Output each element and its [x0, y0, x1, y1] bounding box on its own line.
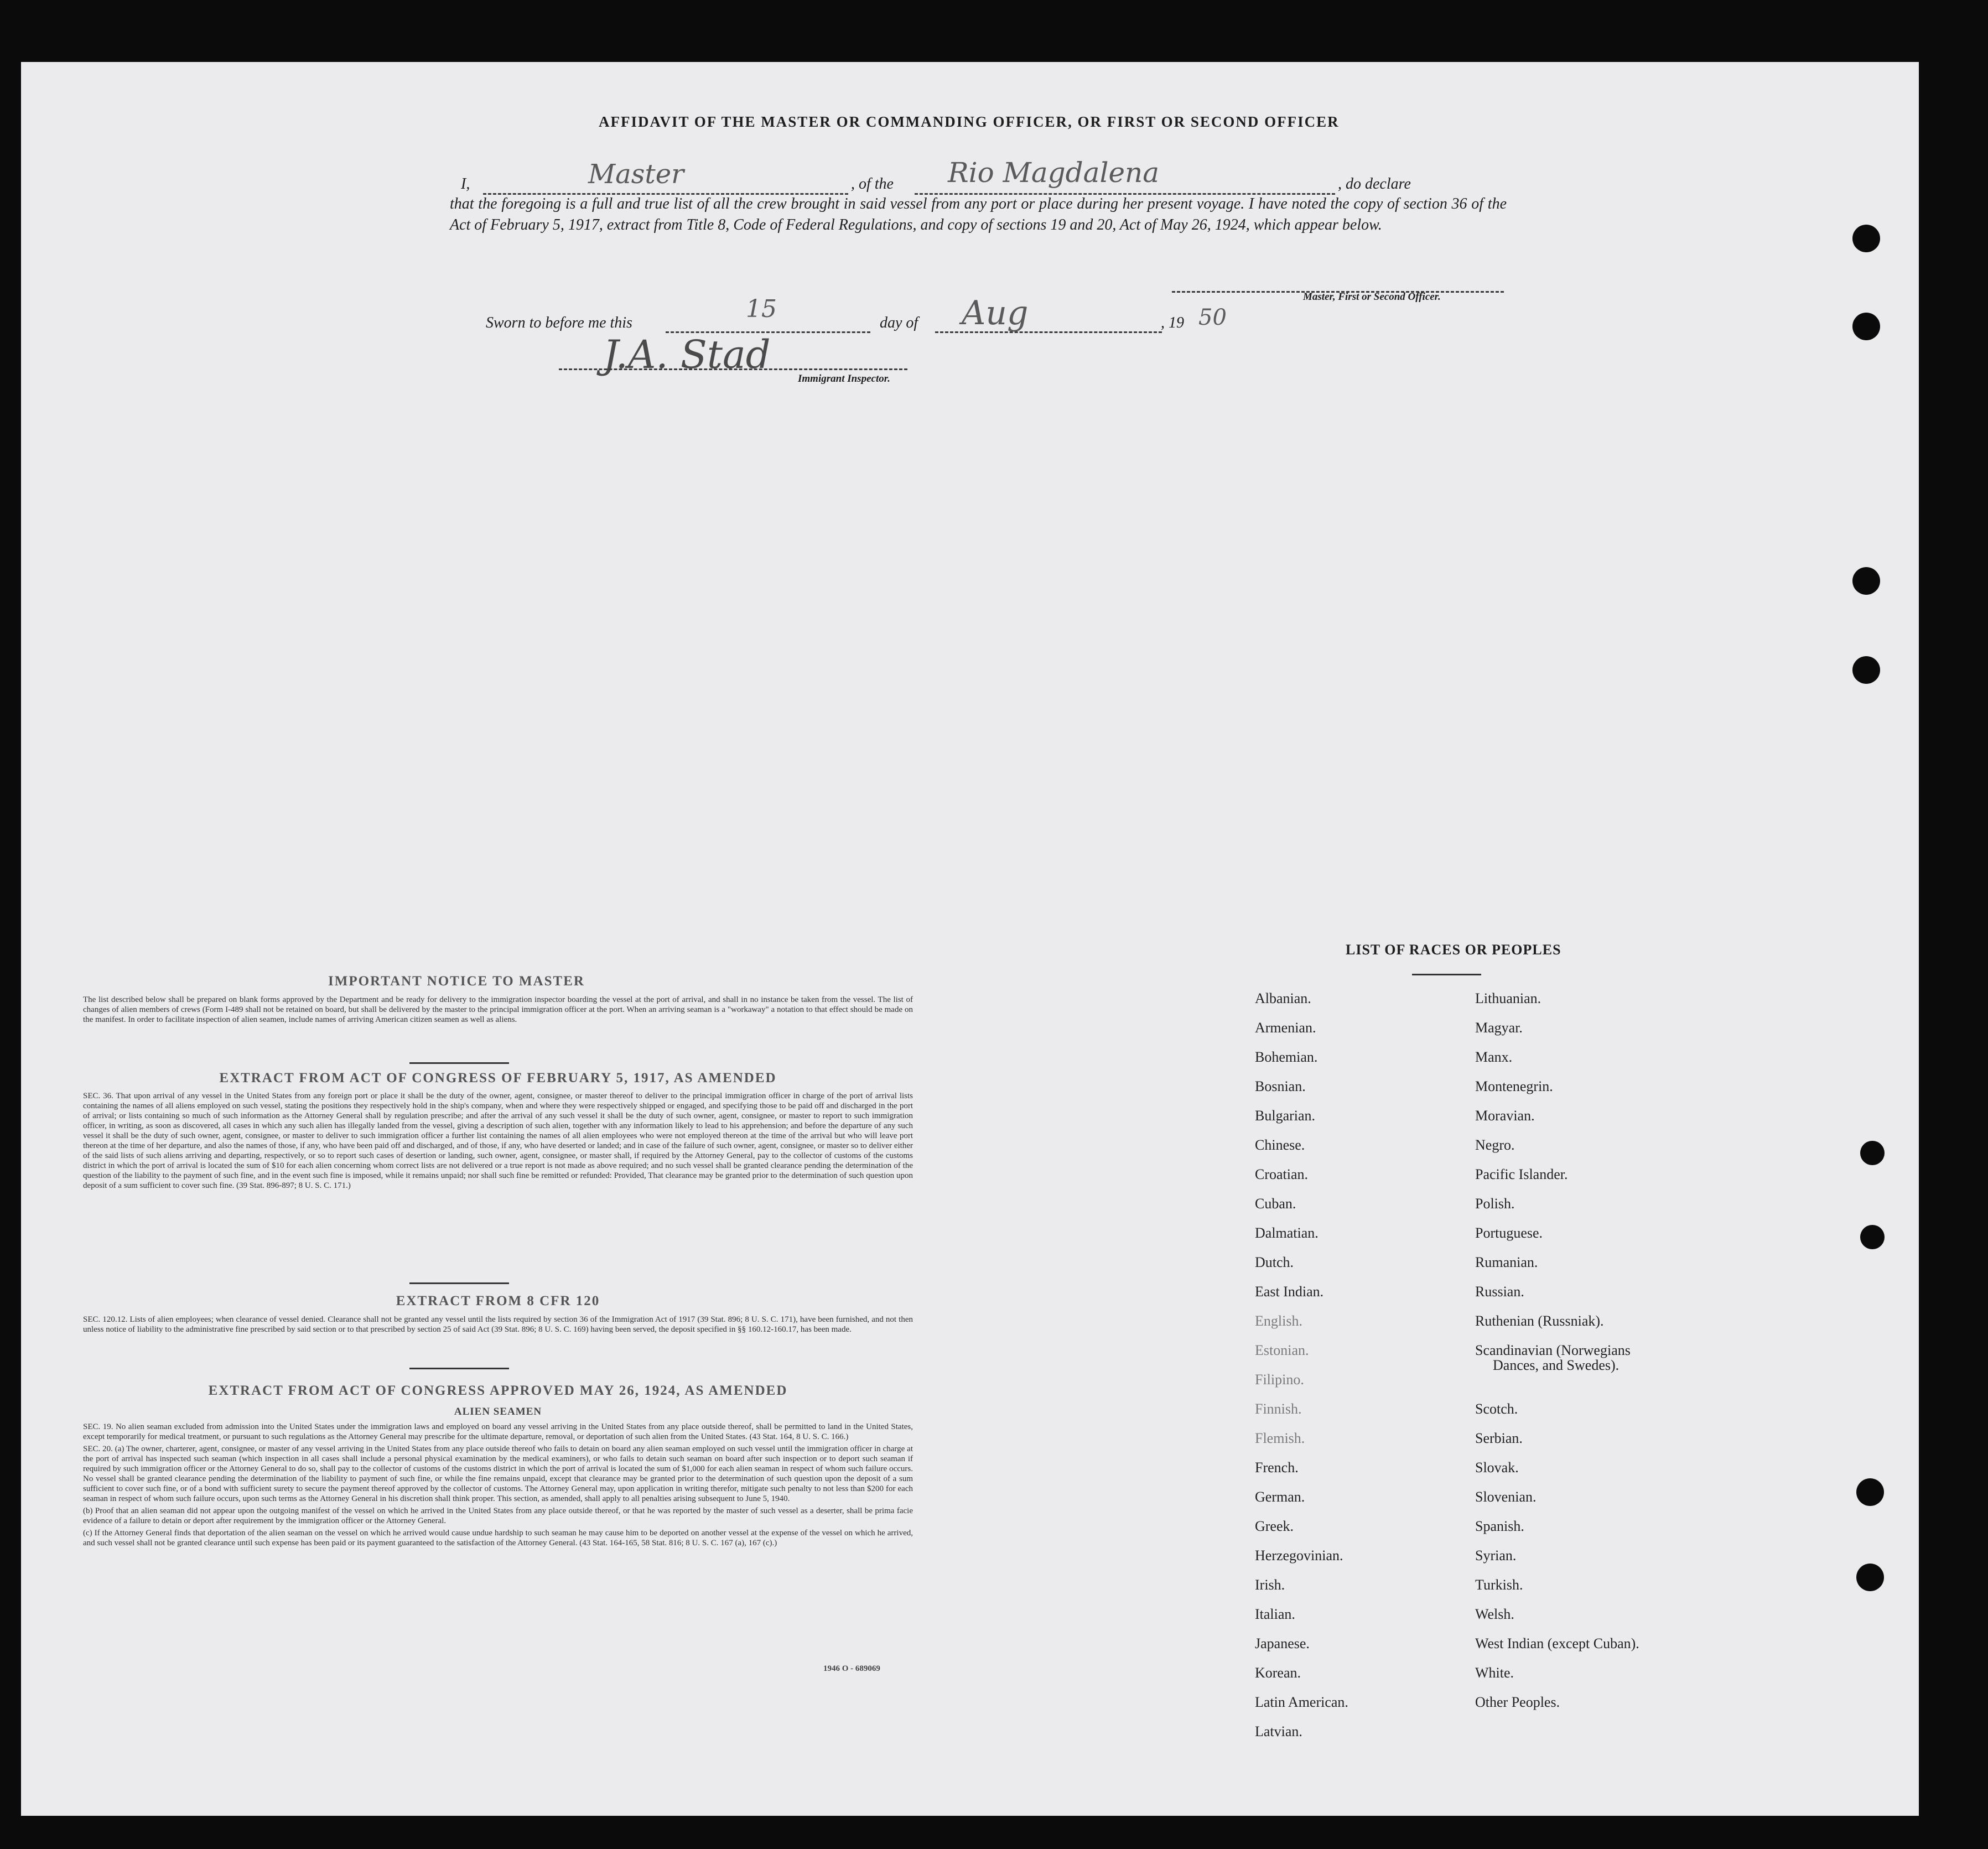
punch-hole: [1856, 1478, 1884, 1506]
punch-hole: [1856, 1564, 1884, 1591]
race-item: Herzegovinian.: [1255, 1547, 1343, 1564]
section-20a-paragraph: SEC. 20. (a) The owner, charterer, agent, consignee, or master of any vessel arriving in the United States from any place outside thereof who fails to detain on board any alien seaman employed on such vessel until the immigration officer in charge at the port of arrival has inspected such seaman (which inspection in all cases shall include a personal physical examination by the medical examiners), or who fails to detain such seaman on board after such inspection or to deport such seaman if required by such immigration officer or the Attorney General to do so, shall pay to the collector of customs of the customs district in which the port of arrival is located the sum of $1,000 for each alien seaman in respect of whom such failure occurs. No vessel shall be granted clearance pending the determination of the liability to payment of such fine, or while the fine remains unpaid, except that clearance may be granted prior to the determination of such question upon the deposit of a sum sufficient to cover such fine, or of a bond with sufficient surety to secure the payment thereof approved by the collector of customs. The Attorney General may, upon application in writing therefor, mitigate such penalty to not less than $200 for each seaman in respect of whom such failure occurs, upon such terms as the Attorney General in his discretion shall think proper. This section, as amended, shall apply to all penalties arising subsequent to June 5, 1940.: [83, 1445, 913, 1503]
sworn-month-handwritten: Aug: [962, 294, 1029, 333]
race-item: Ruthenian (Russniak).: [1475, 1313, 1604, 1329]
punch-hole: [1852, 567, 1880, 595]
notice-text: The list described below shall be prepared on blank forms approved by the Department and be ready for delivery to the immigration inspector boarding the vessel at the port of arrival, and shall in no instance be taken from the vessel. The list of changes of alien members of crews (Form I-489 shall not be retained on board, but shall be delivered by the master to the principal immigration officer at the port. When an arriving seaman is a "workaway" a notation to that effect should be made on the manifest. In order to facilitate inspection of alien seamen, include names of arriving American citizen seamen as well as aliens.: [83, 995, 913, 1024]
race-item: English.: [1255, 1313, 1302, 1329]
extract-cfr-title: EXTRACT FROM 8 CFR 120: [396, 1294, 600, 1308]
race-item: Filipino.: [1255, 1372, 1304, 1388]
declaration-suffix: , do declare: [1338, 175, 1411, 193]
declaration-prefix: I,: [461, 175, 470, 193]
race-item: Polish.: [1475, 1196, 1515, 1212]
race-item: Dalmatian.: [1255, 1225, 1319, 1241]
race-item: Serbian.: [1475, 1430, 1523, 1446]
divider: [409, 1062, 509, 1064]
declaration-body: that the foregoing is a full and true list of all the crew brought in said vessel from any port or place during her present voyage. I have noted the copy of section 36 of the Act of February 5, 1917, extract from Title 8, Code of Federal Regulations, and copy of sections 19 and 20, Act of May 26, 1924, which appear below.: [450, 195, 1507, 233]
race-item: White.: [1475, 1665, 1514, 1681]
race-item: Japanese.: [1255, 1635, 1310, 1651]
race-item: Scotch.: [1475, 1401, 1518, 1417]
officer-signature-line: [1172, 277, 1504, 293]
race-item: Scandinavian (Norwegians: [1475, 1342, 1631, 1358]
race-item: Croatian.: [1255, 1166, 1309, 1182]
race-item: Albanian.: [1255, 990, 1311, 1006]
extract-1924-subtitle: ALIEN SEAMEN: [454, 1406, 542, 1417]
notice-title: IMPORTANT NOTICE TO MASTER: [328, 974, 585, 989]
divider: [409, 1368, 509, 1369]
punch-hole: [1860, 1225, 1885, 1249]
master-name-handwritten: Master: [588, 159, 684, 190]
sworn-day-handwritten: 15: [746, 295, 777, 323]
race-item: Spanish.: [1475, 1518, 1524, 1534]
sworn-day-of: day of: [880, 314, 918, 331]
race-item: Other Peoples.: [1475, 1694, 1560, 1710]
extract-cfr-text: SEC. 120.12. Lists of alien employees; when clearance of vessel denied. Clearance shall not be granted any vessel until the lists required by section 36 of the Immigration Act of 1917 (39 Stat. 896; 8 U. S. C. 171), have been furnished, and not then unless notice of liability to the administrative fine prescribed by said section or to that prescribed by section 25 of said Act (39 Stat. 896; 8 U. S. C. 169) having been served, the deposit specified in §§ 160.12-160.17, has been made.: [83, 1315, 913, 1334]
race-item: Pacific Islander.: [1475, 1166, 1568, 1182]
inspector-caption: Immigrant Inspector.: [798, 373, 890, 385]
race-item: Bulgarian.: [1255, 1108, 1316, 1124]
sworn-prefix: Sworn to before me this: [486, 314, 632, 331]
section-20c-paragraph: (c) If the Attorney General finds that deportation of the alien seaman on the vessel on which he arrived would cause undue hardship to such seaman he may cause him to be deported on another vessel at the expense of the vessel on which he arrived, and such vessel shall not be granted clearance until such expense has been paid or its payment guaranteed to the satisfaction of the Attorney General. (43 Stat. 164-165, 58 Stat. 816; 8 U. S. C. 167 (a), 167 (c).): [83, 1529, 913, 1547]
race-item: Dances, and Swedes).: [1493, 1357, 1620, 1373]
race-item: Latvian.: [1255, 1723, 1302, 1739]
extract-1924-title: EXTRACT FROM ACT OF CONGRESS APPROVED MAY 26, 1924, AS AMENDED: [208, 1383, 788, 1398]
extract-1917-text: SEC. 36. That upon arrival of any vessel in the United States from any foreign port or place it shall be the duty of the owner, agent, consignee, or master thereof to deliver to the principal immigration officer in charge of the port of arrival lists containing the names of all aliens employed on such vessel, stating the positions they respectively hold in the ship's company, when and where they were respectively shipped or engaged, and specifying those to be paid off and discharged in the port of arrival; or lists containing so much of such information as the Attorney General shall by regulation prescribe; and after the arrival of any such vessel it shall be the duty of such owner, agent, consignee, or master to report to such immigration officer, in writing, as soon as discovered, all cases in which any such alien has illegally landed from the vessel, giving a description of such alien, together with any information likely to lead to his apprehension; and before the departure of any such vessel it shall be the duty of such owner, agent, consignee, or master to deliver to such immigration officer a further list containing the names of all alien employees who were not employed thereon at the time of the arrival but who will leave port thereon at the time of her departure, and also the names of those, if any, who have been paid off and discharged, and of those, if any, who have deserted or landed; and in case of the failure of such owner, agent, consignee, or master so to deliver either of the said lists of such aliens arriving and departing, respectively, or so to report such cases of desertion or landing, such owner, agent, consignee, or master shall, if required by the Attorney General, pay to the collector of customs of the customs district in which the port of arrival is located the sum of $10 for each alien concerning whom correct lists are not delivered or a true report is not made as above required; and no such vessel shall be granted clearance pending the determination of the question of the liability to the payment of such fine, and in the event such fine is imposed, while it remains unpaid; nor shall such fine be remitted or refunded: Provided, That clearance may be granted prior to the determination of such question upon deposit of a sum sufficient to cover such fine. (39 Stat. 896-897; 8 U. S. C. 171.): [83, 1092, 913, 1190]
race-item: Bosnian.: [1255, 1078, 1306, 1094]
race-item: Syrian.: [1475, 1547, 1517, 1564]
officer-signature-caption: Master, First or Second Officer.: [1303, 291, 1441, 303]
declaration-line: [450, 157, 1507, 196]
extract-1924-body: [83, 1422, 913, 1550]
race-item: Chinese.: [1255, 1137, 1305, 1153]
race-item: Russian.: [1475, 1284, 1524, 1300]
inspector-signature-handwritten: J.A. Stad: [603, 332, 771, 377]
extract-1917-title: EXTRACT FROM ACT OF CONGRESS OF FEBRUARY 5, 1917, AS AMENDED: [219, 1071, 777, 1085]
race-item: Slovenian.: [1475, 1489, 1537, 1505]
race-item: French.: [1255, 1460, 1299, 1476]
race-item: East Indian.: [1255, 1284, 1324, 1300]
sworn-year-prefix: , 19: [1161, 314, 1184, 331]
punch-hole: [1860, 1141, 1885, 1165]
races-title-underline: [1412, 974, 1481, 975]
race-item: Finnish.: [1255, 1401, 1302, 1417]
race-item: Flemish.: [1255, 1430, 1305, 1446]
print-code: 1946 O - 689069: [823, 1664, 880, 1673]
race-item: Greek.: [1255, 1518, 1294, 1534]
inspector-signature-line: [559, 360, 907, 370]
punch-hole: [1852, 225, 1880, 252]
race-item: Slovak.: [1475, 1460, 1519, 1476]
race-item: Dutch.: [1255, 1254, 1294, 1270]
race-item: Irish.: [1255, 1577, 1285, 1593]
declaration-of-the: , of the: [851, 175, 894, 193]
race-item: Rumanian.: [1475, 1254, 1538, 1270]
race-item: Korean.: [1255, 1665, 1301, 1681]
race-item: German.: [1255, 1489, 1305, 1505]
sworn-line: [486, 294, 1260, 339]
race-item: Italian.: [1255, 1606, 1295, 1622]
races-title: LIST OF RACES OR PEOPLES: [1346, 942, 1561, 958]
race-item: Turkish.: [1475, 1577, 1523, 1593]
race-item: Latin American.: [1255, 1694, 1348, 1710]
race-item: Bohemian.: [1255, 1049, 1318, 1065]
race-item: Negro.: [1475, 1137, 1515, 1153]
punch-hole: [1852, 313, 1880, 340]
race-item: Welsh.: [1475, 1606, 1514, 1622]
sworn-year-handwritten: 50: [1198, 305, 1227, 330]
race-item: Magyar.: [1475, 1020, 1523, 1036]
race-item: Estonian.: [1255, 1342, 1309, 1358]
race-item: West Indian (except Cuban).: [1475, 1635, 1639, 1651]
race-item: Montenegrin.: [1475, 1078, 1553, 1094]
divider: [409, 1282, 509, 1284]
race-item: Lithuanian.: [1475, 990, 1541, 1006]
race-item: Cuban.: [1255, 1196, 1296, 1212]
punch-hole: [1852, 656, 1880, 684]
race-item: Portuguese.: [1475, 1225, 1543, 1241]
section-20b-paragraph: (b) Proof that an alien seaman did not appear upon the outgoing manifest of the vessel on which he arrived in the United States from any place outside thereof, or that he was reported by the master of such vessel as a deserter, shall be prima facie evidence of a failure to detain or deport after requirement by the immigration officer or the Attorney General.: [83, 1507, 913, 1525]
race-item: Armenian.: [1255, 1020, 1316, 1036]
race-item: Manx.: [1475, 1049, 1513, 1065]
race-item: Moravian.: [1475, 1108, 1535, 1124]
vessel-name-handwritten: Rio Magdalena: [948, 157, 1160, 189]
section-19-paragraph: SEC. 19. No alien seaman excluded from admission into the United States under the immigration laws and employed on board any vessel arriving in the United States from any place outside thereof, shall be permitted to land in the United States, except temporarily for medical treatment, or pursuant to such regulations as the Attorney General may prescribe for the ultimate departure, removal, or deportation of such alien from the United States. (43 Stat. 164, 8 U. S. C. 166.): [83, 1422, 913, 1441]
affidavit-title: AFFIDAVIT OF THE MASTER OR COMMANDING OFFICER, OR FIRST OR SECOND OFFICER: [599, 113, 1340, 130]
